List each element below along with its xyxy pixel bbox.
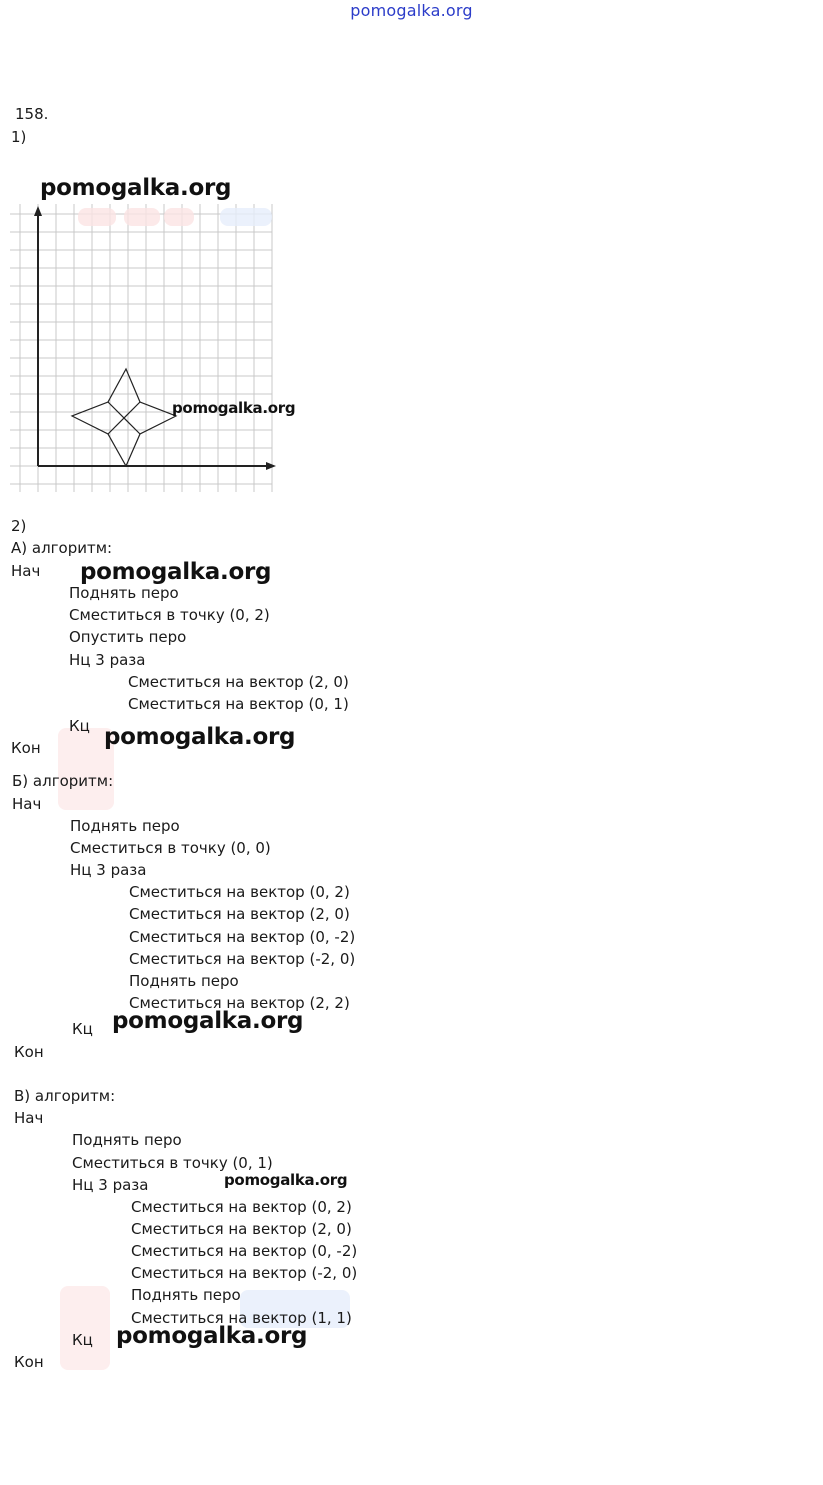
section-a-line: Опустить перо (69, 628, 187, 646)
section-a-loop-end: Кц (69, 717, 90, 735)
section-c-end: Кон (14, 1353, 44, 1371)
site-header-link[interactable]: pomogalka.org (350, 1, 473, 20)
section-c-line: Сместиться в точку (0, 1) (72, 1154, 273, 1172)
section-b-loop-line: Сместиться на вектор (-2, 0) (129, 950, 356, 968)
section-c-loop-end: Кц (72, 1331, 93, 1349)
section-b-loop-line: Сместиться на вектор (0, 2) (129, 883, 350, 901)
smudge (124, 208, 160, 226)
section-c-loop-line: Сместиться на вектор (-2, 0) (131, 1264, 358, 1282)
section-a-line: Нц 3 раза (69, 651, 146, 669)
section-a-line: Поднять перо (69, 584, 179, 602)
section-c-line: Нц 3 раза (72, 1176, 149, 1194)
watermark: pomogalka.org (224, 1171, 348, 1189)
section-b-start: Нач (12, 795, 42, 813)
section-c-loop-line: Сместиться на вектор (1, 1) (131, 1309, 352, 1327)
section-c-loop-line: Поднять перо (131, 1286, 241, 1304)
section-b-loop-line: Сместиться на вектор (0, -2) (129, 928, 356, 946)
smudge (60, 1286, 110, 1370)
smudge (164, 208, 194, 226)
section-b-title: Б) алгоритм: (12, 772, 114, 790)
part-1-label: 1) (11, 128, 27, 146)
section-b-end: Кон (14, 1043, 44, 1061)
section-c-start: Нач (14, 1109, 44, 1127)
watermark: pomogalka.org (116, 1323, 308, 1349)
watermark: pomogalka.org (104, 724, 296, 750)
section-a-loop-line: Сместиться на вектор (0, 1) (128, 695, 349, 713)
section-c-loop-line: Сместиться на вектор (2, 0) (131, 1220, 352, 1238)
task-number: 158. (15, 105, 49, 123)
section-c-loop-line: Сместиться на вектор (0, -2) (131, 1242, 358, 1260)
grid-svg (10, 204, 278, 494)
section-b-loop-line: Поднять перо (129, 972, 239, 990)
section-c-line: Поднять перо (72, 1131, 182, 1149)
watermark: pomogalka.org (172, 399, 296, 417)
y-axis-arrow-icon (34, 206, 42, 216)
section-a-line: Сместиться в точку (0, 2) (69, 606, 270, 624)
smudge (220, 208, 272, 226)
smudge (78, 208, 116, 226)
x-axis-arrow-icon (266, 462, 276, 470)
section-b-loop-end: Кц (72, 1020, 93, 1038)
watermark: pomogalka.org (80, 559, 272, 585)
section-b-line: Сместиться в точку (0, 0) (70, 839, 271, 857)
section-b-loop-line: Сместиться на вектор (2, 2) (129, 994, 350, 1012)
section-b-line: Поднять перо (70, 817, 180, 835)
section-b-line: Нц 3 раза (70, 861, 147, 879)
section-a-end: Кон (11, 739, 41, 757)
section-a-start: Нач (11, 562, 41, 580)
watermark: pomogalka.org (112, 1008, 304, 1034)
grid-drawing (10, 204, 278, 498)
section-c-loop-line: Сместиться на вектор (0, 2) (131, 1198, 352, 1216)
watermark: pomogalka.org (40, 175, 232, 201)
section-a-title: А) алгоритм: (11, 539, 113, 557)
section-b-loop-line: Сместиться на вектор (2, 0) (129, 905, 350, 923)
section-c-title: В) алгоритм: (14, 1087, 116, 1105)
section-a-loop-line: Сместиться на вектор (2, 0) (128, 673, 349, 691)
part-2-label: 2) (11, 517, 27, 535)
